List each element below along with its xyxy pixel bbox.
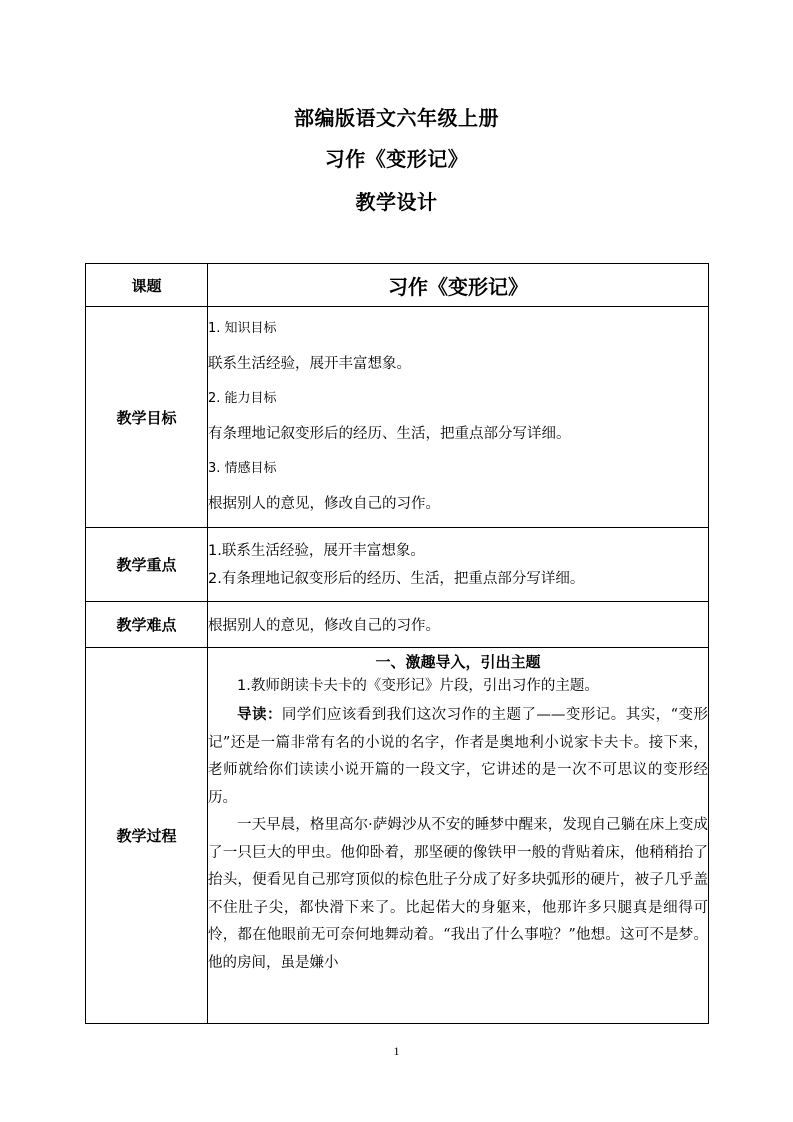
guide-label: 导读：: [237, 707, 282, 723]
key-points-label: 教学重点: [86, 528, 208, 602]
process-label: 教学过程: [86, 648, 208, 1024]
row-difficulty: [86, 602, 709, 648]
document-subtitle: 习作《变形记》: [324, 147, 469, 171]
key-point-item: 1.联系生活经验，展开丰富想象。: [208, 542, 425, 559]
objective-heading: 1. 知识目标: [208, 321, 277, 336]
difficulty-label: 教学难点: [86, 602, 208, 648]
topic-label: 课题: [86, 264, 208, 307]
row-objectives: [86, 307, 709, 528]
guide-text: 同学们应该看到我们这次习作的主题了——变形记。其实，“变形记”还是一篇非常有名的小说的名字，作者是奥地利小说家卡夫卡。接下来，老师就给你们读读小说开篇的一段文字，它讲述的是一次不可思议的变形经历。: [208, 707, 709, 806]
lesson-plan-table: [85, 263, 709, 1024]
objective-text: 联系生活经验，展开丰富想象。: [208, 356, 411, 372]
excerpt-paragraph: 一天早晨，格里高尔·萨姆沙从不安的睡梦中醒来，发现自己躺在床上变成了一只巨大的甲虫。他仰卧着，那坚硬的像铁甲一般的背贴着床，他稍稍抬了抬头，便看见自己那穹顶似的棕色肚子分成了好多块弧形的硬片，被子几乎盖不住肚子尖，都快滑下来了。比起偌大的身躯来，他那许多只腿真是细得可怜，都在他眼前无可奈何地舞动着。“我出了什么事啦？”他想。这可不是梦。他的房间，虽是嫌小: [208, 817, 708, 971]
topic-value: 习作《变形记》: [208, 264, 709, 307]
objectives-content: [208, 307, 709, 528]
guide-paragraph: [208, 702, 708, 812]
objective-text: 根据别人的意见，修改自己的习作。: [208, 496, 440, 512]
step-text: 1.教师朗读卡夫卡的《变形记》片段，引出习作的主题。: [237, 678, 599, 694]
page-number: 1: [393, 1044, 400, 1058]
document-title: 部编版语文六年级上册: [294, 106, 499, 130]
objective-heading: 2. 能力目标: [208, 391, 277, 406]
row-topic: [86, 264, 709, 307]
section-title: 一、激趣导入，引出主题: [375, 653, 541, 671]
process-content: [208, 648, 709, 1024]
document-type: 教学设计: [355, 190, 438, 214]
key-points-content: [208, 528, 709, 602]
objective-heading: 3. 情感目标: [208, 461, 277, 476]
key-point-item: 2.有条理地记叙变形后的经历、生活，把重点部分写详细。: [208, 570, 585, 587]
row-key-points: [86, 528, 709, 602]
difficulty-text: 根据别人的意见，修改自己的习作。: [208, 602, 709, 648]
objective-text: 有条理地记叙变形后的经历、生活，把重点部分写详细。: [208, 426, 571, 442]
row-process: [86, 648, 709, 1024]
objectives-label: 教学目标: [86, 307, 208, 528]
